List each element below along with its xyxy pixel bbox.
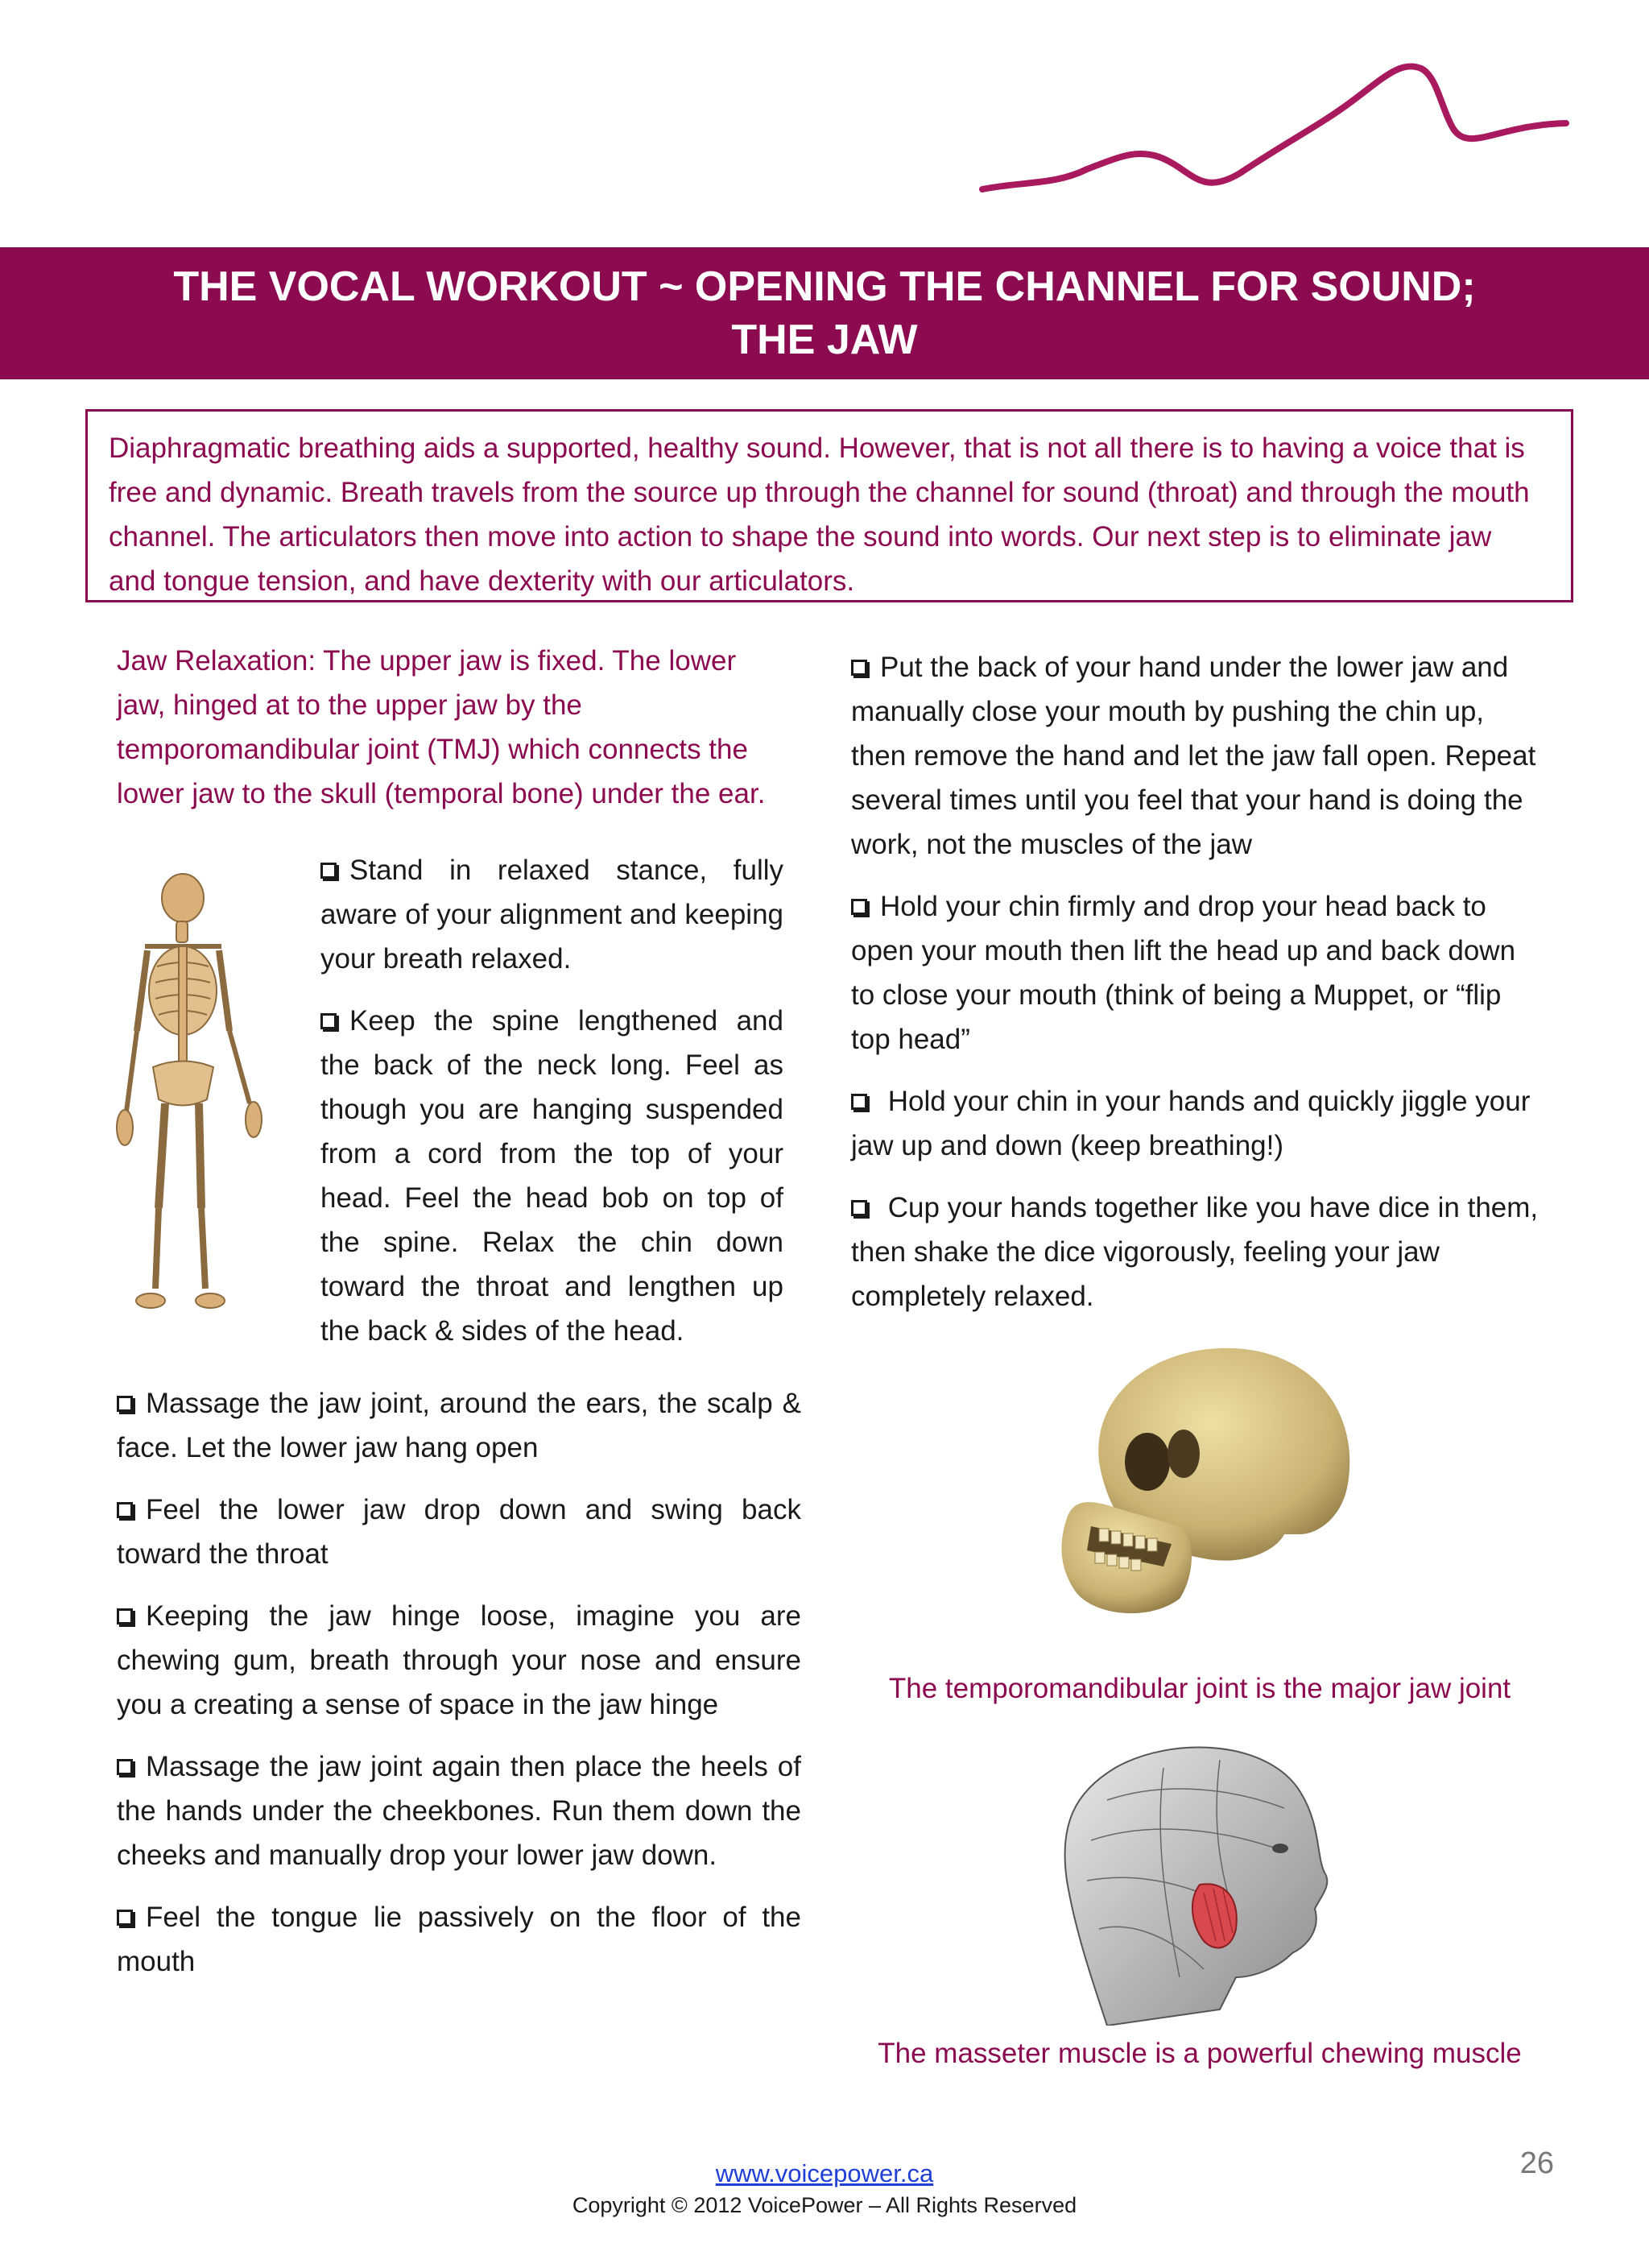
checkbox-icon[interactable] xyxy=(851,899,867,915)
checkbox-icon[interactable] xyxy=(117,1759,133,1775)
list-item: Cup your hands together like you have dice in them, then shake the dice vigorously, feeling your jaw completely relaxed. xyxy=(851,1192,1539,1312)
jaw-relaxation-paragraph xyxy=(117,639,785,816)
list-item: Stand in relaxed stance, fully aware of your alignment and keeping your breath relaxed. xyxy=(320,855,783,975)
list-item: Massage the jaw joint, around the ears, the scalp & face. Let the lower jaw hang open xyxy=(117,1388,801,1463)
checkbox-icon[interactable] xyxy=(851,1200,867,1216)
list-item: Keeping the jaw hinge loose, imagine you are chewing gum, breath through your nose and ensure you a creating a sense of space in the jaw hinge xyxy=(117,1600,801,1720)
intro-line: channel. The articulators then move into action to shape the sound into words. Our next step is to eliminate jaw xyxy=(109,521,1492,553)
list-item: Hold your chin in your hands and quickly jiggle your jaw up and down (keep breathing!) xyxy=(851,1086,1531,1161)
jaw-relaxation-line: Jaw Relaxation: The upper jaw is fixed. The lower xyxy=(117,645,737,677)
masseter-caption: The masseter muscle is a powerful chewing muscle xyxy=(878,2038,1522,2069)
checkbox-icon[interactable] xyxy=(117,1396,133,1412)
list-item: Keep the spine lengthened and the back of the neck long. Feel as though you are hanging suspended from a cord from the top of your head. Feel the head bob on top of the spine. Relax the chin down toward the throat and lengthen up the back & sides of the head. xyxy=(320,1005,783,1347)
list-item: Massage the jaw joint again then place the heels of the hands under the cheekbones. Run them down the cheeks and manually drop your lower jaw down. xyxy=(117,1751,801,1871)
page-title-line-1: THE VOCAL WORKOUT ~ OPENING THE CHANNEL FOR SOUND; xyxy=(173,263,1476,310)
intro-box xyxy=(85,409,1573,602)
intro-line: and tongue tension, and have dexterity with our articulators. xyxy=(109,565,855,597)
page-number: 26 xyxy=(1519,2146,1554,2180)
jaw-exercise-list xyxy=(117,1381,801,2001)
head-muscle-illustration xyxy=(1043,1736,1349,2026)
intro-line: free and dynamic. Breath travels from the source up through the channel for sound (throat) and through the mouth xyxy=(109,477,1530,508)
list-item: Feel the lower jaw drop down and swing back toward the throat xyxy=(117,1494,801,1570)
page-title xyxy=(0,247,1649,379)
jaw-manual-exercise-list xyxy=(851,645,1539,1336)
checkbox-icon[interactable] xyxy=(117,1502,133,1518)
checkbox-icon[interactable] xyxy=(320,863,337,879)
checkbox-icon[interactable] xyxy=(117,1608,133,1624)
jaw-relaxation-line: jaw, hinged at to the upper jaw by the xyxy=(117,689,582,721)
list-item: Put the back of your hand under the lower jaw and manually close your mouth by pushing the chin up, then remove the hand and let the jaw fall open. Repeat several times until you feel that your hand is doing the work, not the muscles of the jaw xyxy=(851,652,1536,860)
list-item: Hold your chin firmly and drop your head back to open your mouth then lift the head up and back down to close your mouth (think of being a Muppet, or “flip top head” xyxy=(851,891,1516,1055)
skeleton-illustration xyxy=(109,870,278,1321)
brand-wave-logo xyxy=(966,44,1578,205)
checkbox-icon[interactable] xyxy=(851,660,867,676)
skull-illustration xyxy=(1043,1333,1365,1639)
checkbox-icon[interactable] xyxy=(320,1013,337,1029)
jaw-relaxation-line: lower jaw to the skull (temporal bone) under the ear. xyxy=(117,778,766,809)
website-link[interactable]: www.voicepower.ca xyxy=(715,2159,934,2187)
list-item: Feel the tongue lie passively on the floor of the mouth xyxy=(117,1902,801,1977)
intro-line: Diaphragmatic breathing aids a supported, healthy sound. However, that is not all there is to having a voice that is xyxy=(109,432,1525,464)
skeleton-exercise-list xyxy=(320,848,783,1371)
copyright-notice: Copyright © 2012 VoicePower – All Rights Reserved xyxy=(572,2193,1077,2217)
checkbox-icon[interactable] xyxy=(851,1094,867,1110)
skull-caption: The temporomandibular joint is the major jaw joint xyxy=(888,1673,1511,1704)
jaw-relaxation-line: temporomandibular joint (TMJ) which connects the xyxy=(117,734,748,765)
checkbox-icon[interactable] xyxy=(117,1910,133,1926)
page-title-line-2: THE JAW xyxy=(731,317,918,363)
